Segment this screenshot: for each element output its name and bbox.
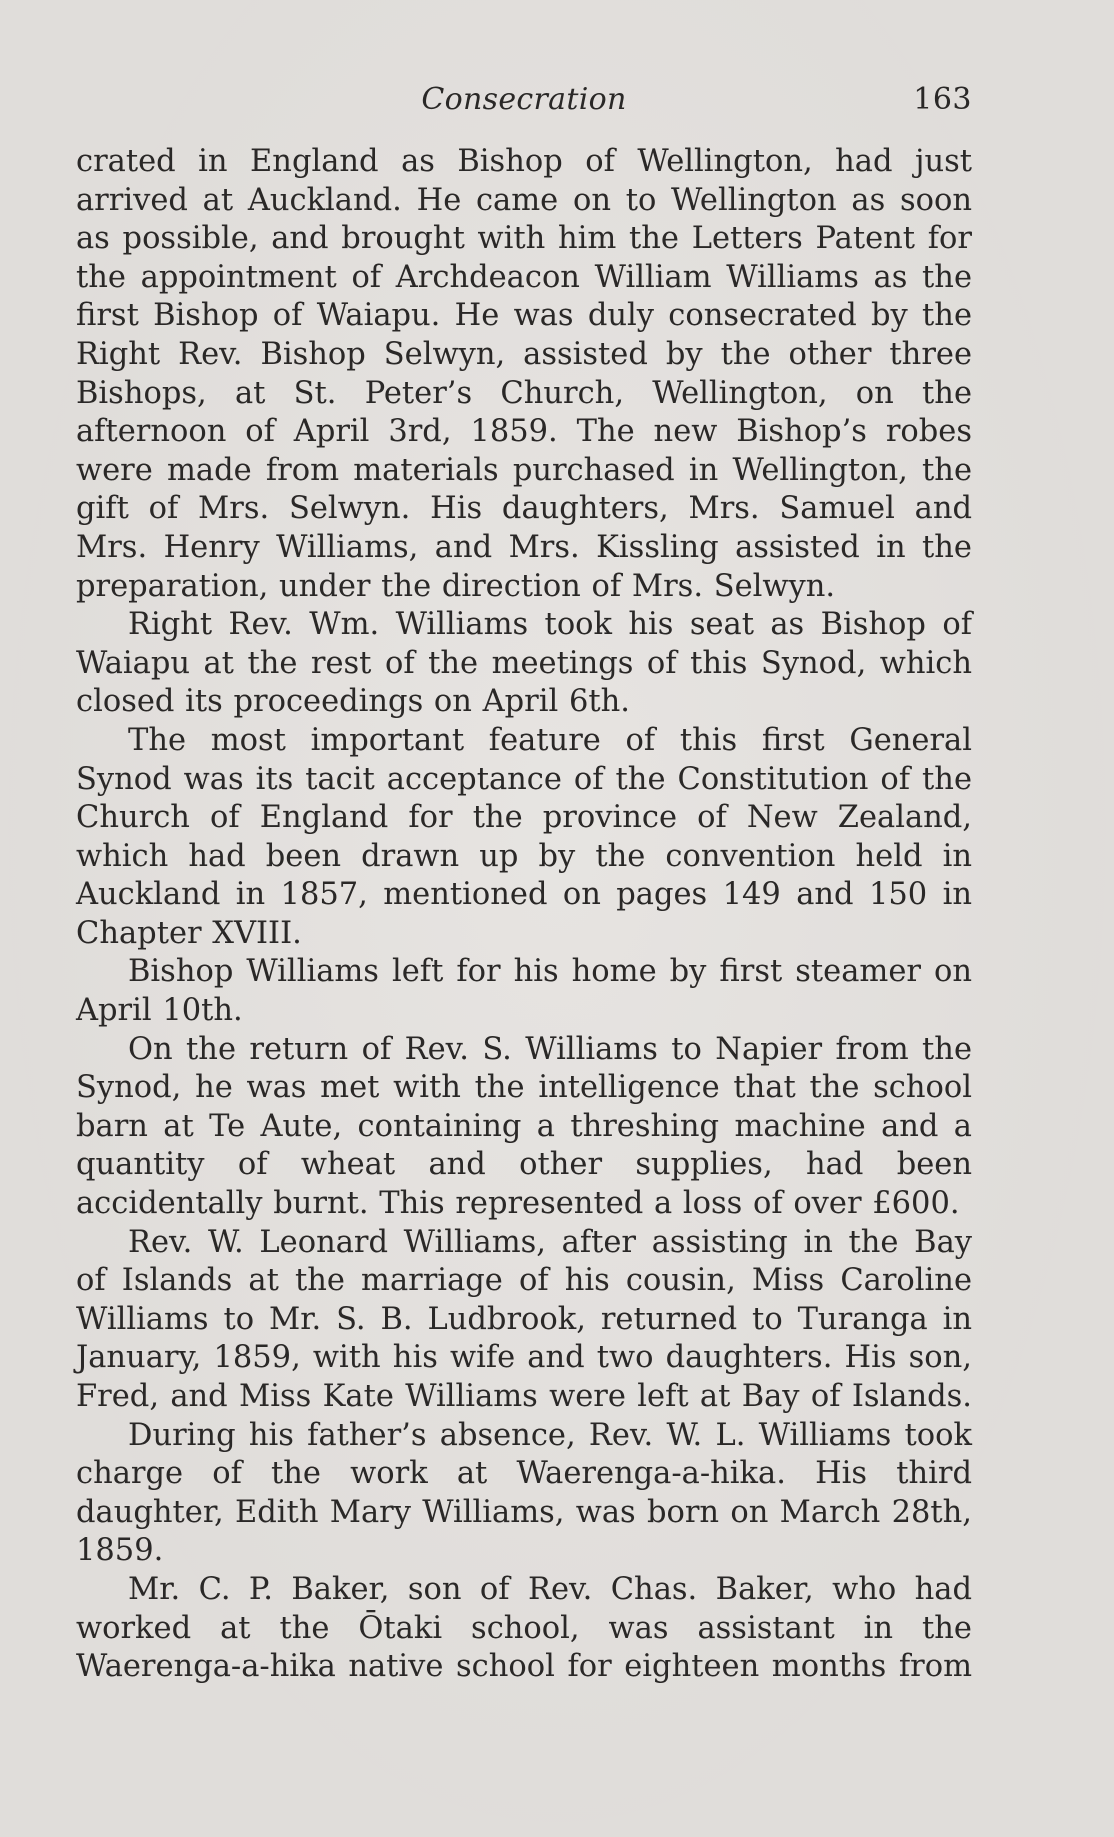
paragraph-fathers-absence: During his father’s absence, Rev. W. L. Williams took charge of the work at Waerenga-a-hika. His third daughter, Edith Mary Williams, was born on March 28th, 1859. [76, 1417, 972, 1569]
paragraph-leonard-williams: Rev. W. Leonard Williams, after assisting in the Bay of Islands at the marriage of his cousin, Miss Caroline Williams to Mr. S. B. Ludbrook, returned to Turanga in January, 1859, with his wife and two daughters. His son, Fred, and Miss Kate Williams were left at Bay of Islands. [76, 1224, 972, 1414]
running-title: Consecration [421, 82, 627, 117]
page-header [76, 78, 972, 122]
paragraph-baker: Mr. C. P. Baker, son of Rev. Chas. Baker, who had worked at the Ōtaki school, was assistant in the Waerenga-a-hika native school for eighteen months from [76, 1571, 972, 1685]
paragraph-continuation: crated in England as Bishop of Wellington, had just arrived at Auckland. He came on to Wellington as soon as possible, and brought with him the Letters Patent for the appointment of Archdeacon William Williams as the first Bishop of Waiapu. He was duly consecrated by the Right Rev. Bishop Selwyn, assisted by the other three Bishops, at St. Peter’s Church, Wellington, on the afternoon of April 3rd, 1859. The new Bishop’s robes were made from materials purchased in Wellington, the gift of Mrs. Selwyn. His daughters, Mrs. Samuel and Mrs. Henry Williams, and Mrs. Kissling assisted in the preparation, under the direction of Mrs. Selwyn. [76, 144, 972, 604]
paragraph-school-barn: On the return of Rev. S. Williams to Napier from the Synod, he was met with the intelligence that the school barn at Te Aute, containing a threshing machine and a quantity of wheat and other supplies, had been accidentally burnt. This represented a loss of over £600. [76, 1031, 972, 1222]
paragraph-bishop-left: Bishop Williams left for his home by first steamer on April 10th. [76, 954, 972, 1029]
paragraph-general-synod: The most important feature of this first General Synod was its tacit acceptance of the Constitution of the Church of England for the province of New Zealand, which had been drawn up by the convention held in Auckland in 1857, mentioned on pages 149 and 150 in Chapter XVIII. [76, 722, 972, 951]
body-text [76, 143, 972, 1687]
paragraph-synod-seat: Right Rev. Wm. Williams took his seat as Bishop of Waiapu at the rest of the meetings of this Synod, which closed its proceedings on April 6th. [76, 607, 972, 720]
page-number: 163 [913, 82, 972, 117]
